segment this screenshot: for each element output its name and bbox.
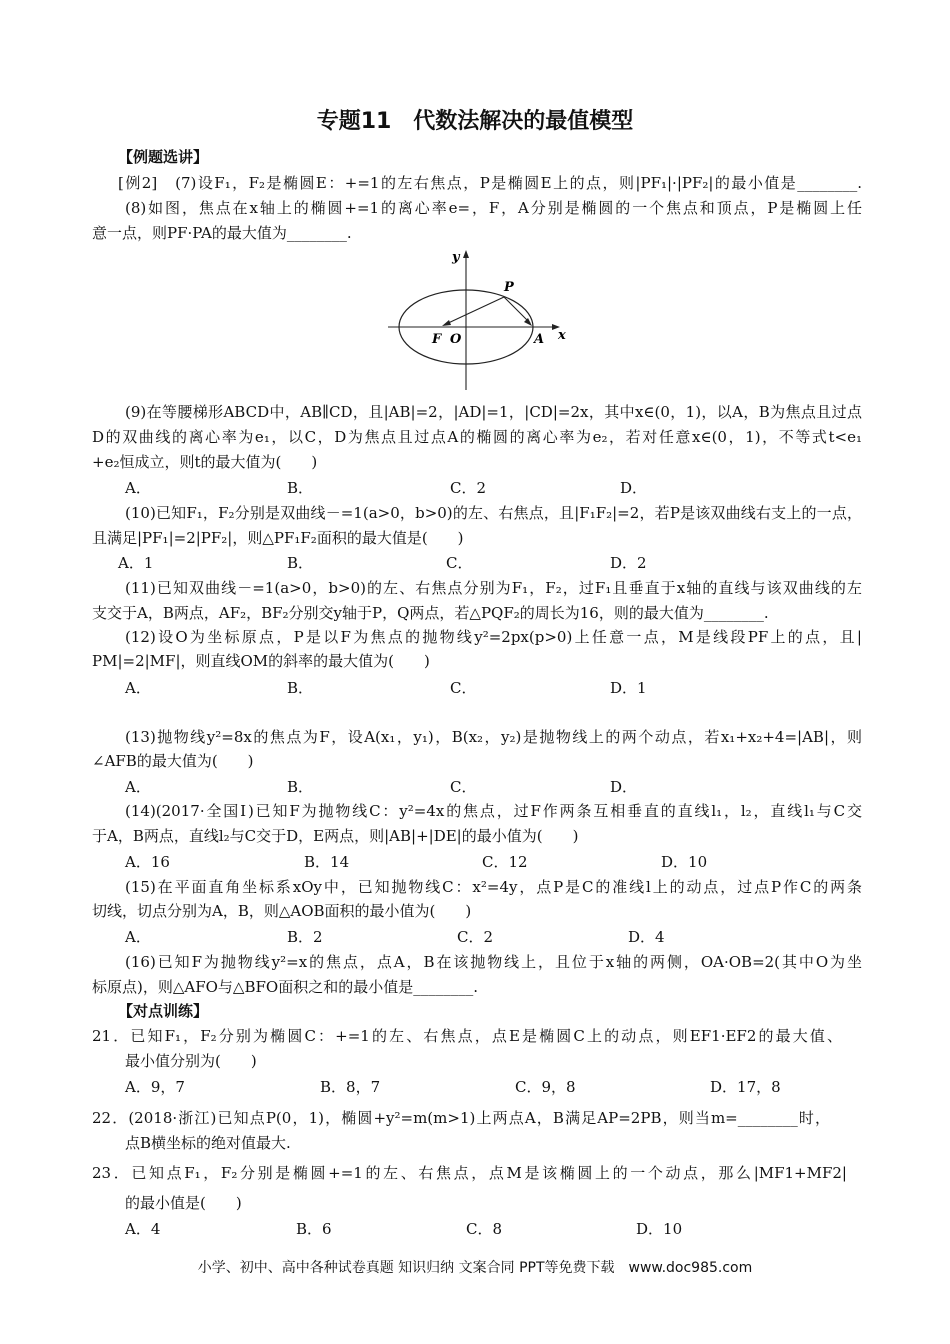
question-14-line: (14)(2017·全国Ⅰ)已知F为抛物线C：y²=4x的焦点，过F作两条互相垂直的直线l₁，l₂，直线l₁与C交 [125, 802, 862, 820]
question-11-line: 支交于A，B两点，AF₂，BF₂分别交y轴于P，Q两点，若△PQF₂的周长为16，则的最大值为________. [92, 604, 769, 622]
option-c: C．2 [450, 479, 487, 497]
question-8-line: 意一点，则PF·PA的最大值为________. [92, 224, 352, 242]
option-b: B． [287, 778, 314, 796]
question-16-line: 标原点)，则△AFO与△BFO面积之和的最小值是________. [92, 978, 478, 996]
question-13-line: ∠AFB的最大值为( ) [92, 752, 254, 770]
question-11-line: (11)已知双曲线－=1(a>0，b>0)的左、右焦点分别为F₁，F₂，过F₁且垂直于x轴的直线与该双曲线的左 [125, 579, 862, 597]
option-a: A．4 [125, 1220, 161, 1238]
question-8-line: (8)如图，焦点在x轴上的椭圆+=1的离心率e=，F，A分别是椭圆的一个焦点和顶点，P是椭圆上任 [125, 199, 862, 217]
option-b: B．6 [296, 1220, 332, 1238]
option-b: B．8，7 [320, 1078, 381, 1096]
figure-label-a: A [534, 332, 545, 347]
option-c: C． [446, 554, 473, 572]
option-c: C．12 [482, 853, 528, 871]
question-12-line: PM|=2|MF|，则直线OM的斜率的最大值为( ) [92, 652, 430, 670]
option-c: C．8 [466, 1220, 503, 1238]
section-heading-examples: 【例题选讲】 [118, 148, 209, 166]
option-d: D．4 [628, 928, 665, 946]
question-16-line: (16)已知F为抛物线y²=x的焦点，点A，B在该抛物线上，且位于x轴的两侧，OA·OB=2(其中O为坐 [125, 953, 862, 971]
option-a: A．16 [125, 853, 170, 871]
figure-label-p: P [504, 280, 514, 295]
figure-label-f: F [432, 332, 442, 347]
option-a: A． [125, 928, 151, 946]
question-14-line: 于A，B两点，直线l₂与C交于D，E两点，则|AB|+|DE|的最小值为( ) [92, 827, 579, 845]
option-c: C． [450, 778, 477, 796]
question-15-line: (15)在平面直角坐标系xOy中，已知抛物线C：x²=4y，点P是C的准线l上的动点，过点P作C的两条 [125, 878, 862, 896]
question-9-line: +e₂恒成立，则t的最大值为( ) [92, 453, 318, 471]
option-a: A．1 [118, 554, 154, 572]
section-heading-practice: 【对点训练】 [118, 1002, 209, 1020]
option-d: D．1 [610, 679, 647, 697]
figure-label-o: O [450, 332, 462, 347]
question-21-line: 最小值分别为( ) [125, 1052, 257, 1070]
option-d: D．10 [661, 853, 708, 871]
ellipse-figure [380, 245, 580, 395]
option-b: B．2 [287, 928, 323, 946]
option-d: D．2 [610, 554, 647, 572]
option-a: A． [125, 679, 151, 697]
option-c: C． [450, 679, 477, 697]
option-c: C．2 [457, 928, 494, 946]
option-a: A． [125, 479, 151, 497]
question-9-line: (9)在等腰梯形ABCD中，AB∥CD，且|AB|=2，|AD|=1，|CD|=2x，其中x∈(0，1)，以A，B为焦点且过点 [125, 403, 862, 421]
question-22-line: 22．(2018·浙江)已知点P(0，1)，椭圆+y²=m(m>1)上两点A，B满足AP=2PB，则当m=________时， [92, 1109, 830, 1127]
question-23-line: 23．已知点F₁，F₂分别是椭圆+=1的左、右焦点，点M是该椭圆上的一个动点，那么|MF1+MF2| [92, 1164, 847, 1182]
question-22-line: 点B横坐标的绝对值最大. [125, 1134, 291, 1152]
option-b: B． [287, 479, 314, 497]
question-12-line: (12)设O为坐标原点，P是以F为焦点的抛物线y²=2px(p>0)上任意一点，M是线段PF上的点，且| [125, 628, 862, 646]
figure-label-x: x [558, 328, 566, 343]
figure-label-y: y [452, 250, 460, 265]
option-a: A．9，7 [125, 1078, 185, 1096]
question-21-line: 21．已知F₁，F₂分别为椭圆C：+=1的左、右焦点，点E是椭圆C上的动点，则EF1·EF2的最大值、 [92, 1027, 842, 1045]
option-b: B． [287, 679, 314, 697]
option-c: C．9，8 [515, 1078, 576, 1096]
question-13-line: (13)抛物线y²=8x的焦点为F，设A(x₁，y₁)，B(x₂，y₂)是抛物线上的两个动点，若x₁+x₂+4=|AB|，则 [125, 728, 862, 746]
question-10-line: 且满足|PF₁|=2|PF₂|，则△PF₁F₂面积的最大值是( ) [92, 529, 464, 547]
option-a: A． [125, 778, 151, 796]
option-b: B． [287, 554, 314, 572]
question-15-line: 切线，切点分别为A，B，则△AOB面积的最小值为( ) [92, 902, 472, 920]
question-23-line: 的最小值是( ) [125, 1194, 242, 1212]
option-d: D． [610, 778, 638, 796]
option-b: B．14 [304, 853, 350, 871]
option-d: D．17，8 [710, 1078, 781, 1096]
option-d: D． [620, 479, 648, 497]
option-d: D．10 [636, 1220, 683, 1238]
footer-watermark: 小学、初中、高中各种试卷真题 知识归纳 文案合同 PPT等免费下载 www.doc985.com [197, 1260, 753, 1276]
question-10-line: (10)已知F₁，F₂分别是双曲线－=1(a>0，b>0)的左、右焦点，且|F₁F₂|=2，若P是该双曲线右支上的一点， [125, 504, 862, 522]
question-7: [例2] (7)设F₁，F₂是椭圆E：+=1的左右焦点，P是椭圆E上的点，则|PF₁|·|PF₂|的最小值是________. [118, 174, 862, 192]
question-9-line: D的双曲线的离心率为e₁，以C，D为焦点且过点A的椭圆的离心率为e₂，若对任意x∈(0，1)，不等式t<e₁ [92, 428, 862, 446]
page-title: 专题11 代数法解决的最值模型 [316, 109, 634, 134]
